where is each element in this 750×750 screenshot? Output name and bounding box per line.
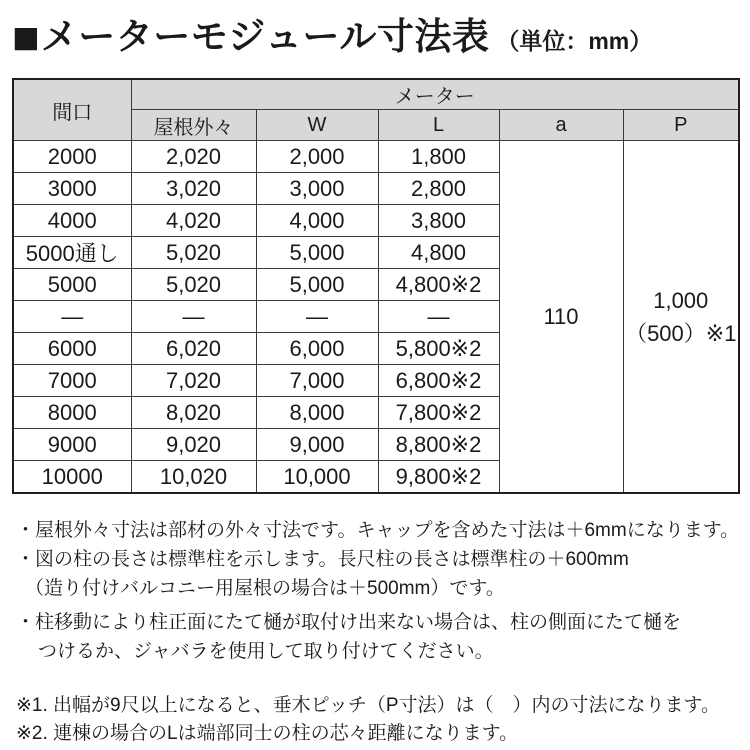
cell-l: 7,800※2 [378, 397, 499, 429]
cell-l: — [378, 301, 499, 333]
cell-maguchi: 5000通し [13, 237, 131, 269]
cell-roof: 2,020 [131, 141, 256, 173]
cell-maguchi: 2000 [13, 141, 131, 173]
header-a: a [499, 110, 623, 141]
cell-l: 9,800※2 [378, 461, 499, 494]
note-line: ・屋根外々寸法は部材の外々寸法です。キャップを含めた寸法は＋6mmになります。 [16, 520, 740, 541]
cell-l: 4,800 [378, 237, 499, 269]
cell-roof: 3,020 [131, 173, 256, 205]
cell-l: 1,800 [378, 141, 499, 173]
cell-w: 3,000 [256, 173, 378, 205]
cell-l: 8,800※2 [378, 429, 499, 461]
cell-l: 2,800 [378, 173, 499, 205]
note-line: ・図の柱の長さは標準柱を示します。長尺柱の長さは標準柱の＋600mm [16, 549, 629, 570]
cell-roof: 5,020 [131, 237, 256, 269]
cell-maguchi: 6000 [13, 333, 131, 365]
note-line: ・柱移動により柱正面にたて樋が取付け出来ない場合は、柱の側面にたて樋を [16, 612, 682, 633]
title-unit: （単位：mm） [496, 27, 653, 54]
header-p: P [623, 110, 739, 141]
table-header [13, 79, 739, 141]
cell-maguchi: 5000 [13, 269, 131, 301]
cell-roof: — [131, 301, 256, 333]
cell-l: 5,800※2 [378, 333, 499, 365]
header-w: W [256, 110, 378, 141]
header-l: L [378, 110, 499, 141]
cell-maguchi: 9000 [13, 429, 131, 461]
cell-w: — [256, 301, 378, 333]
cell-maguchi: 4000 [13, 205, 131, 237]
cell-a-value: 110 [499, 141, 623, 494]
cell-w: 6,000 [256, 333, 378, 365]
cell-w: 5,000 [256, 269, 378, 301]
cell-roof: 5,020 [131, 269, 256, 301]
page-title [12, 12, 738, 62]
cell-w: 2,000 [256, 141, 378, 173]
title-text: メーターモジュール寸法表 [40, 16, 490, 57]
cell-roof: 6,020 [131, 333, 256, 365]
cell-w: 9,000 [256, 429, 378, 461]
cell-l: 3,800 [378, 205, 499, 237]
table-row [13, 141, 739, 173]
section-marker-icon: ■ [12, 11, 40, 63]
remark-line-2: ※2. 連棟の場合のLは端部同士の柱の芯々距離になります。 [16, 723, 519, 744]
header-row-group [13, 79, 739, 110]
note-line-continuation: つけるか、ジャバラを使用して取り付けてください。 [38, 641, 494, 662]
cell-roof: 8,020 [131, 397, 256, 429]
cell-roof: 10,020 [131, 461, 256, 494]
cell-roof: 4,020 [131, 205, 256, 237]
cell-l: 6,800※2 [378, 365, 499, 397]
cell-maguchi: 10000 [13, 461, 131, 494]
notes-section [16, 516, 738, 666]
cell-w: 5,000 [256, 237, 378, 269]
cell-roof: 7,020 [131, 365, 256, 397]
dimension-table [12, 78, 740, 494]
cell-roof: 9,020 [131, 429, 256, 461]
cell-p-value [623, 141, 739, 494]
cell-w: 10,000 [256, 461, 378, 494]
remarks-section [16, 692, 738, 748]
header-group-meter: メーター [131, 79, 739, 110]
p-value-line2: （500）※1 [625, 320, 737, 346]
note-line-continuation: （造り付けバルコニー用屋根の場合は＋500mm）です。 [25, 578, 505, 599]
cell-w: 4,000 [256, 205, 378, 237]
p-value-line1: 1,000 [653, 287, 709, 313]
header-maguchi: 間口 [13, 79, 131, 141]
header-roof: 屋根外々 [131, 110, 256, 141]
cell-l: 4,800※2 [378, 269, 499, 301]
cell-w: 8,000 [256, 397, 378, 429]
remark-line-1: ※1. 出幅が9尺以上になると、垂木ピッチ（P寸法）は（ ）内の寸法になります。 [16, 695, 721, 716]
cell-maguchi: 3000 [13, 173, 131, 205]
table-body [13, 141, 739, 494]
cell-maguchi: — [13, 301, 131, 333]
cell-maguchi: 7000 [13, 365, 131, 397]
cell-maguchi: 8000 [13, 397, 131, 429]
cell-w: 7,000 [256, 365, 378, 397]
